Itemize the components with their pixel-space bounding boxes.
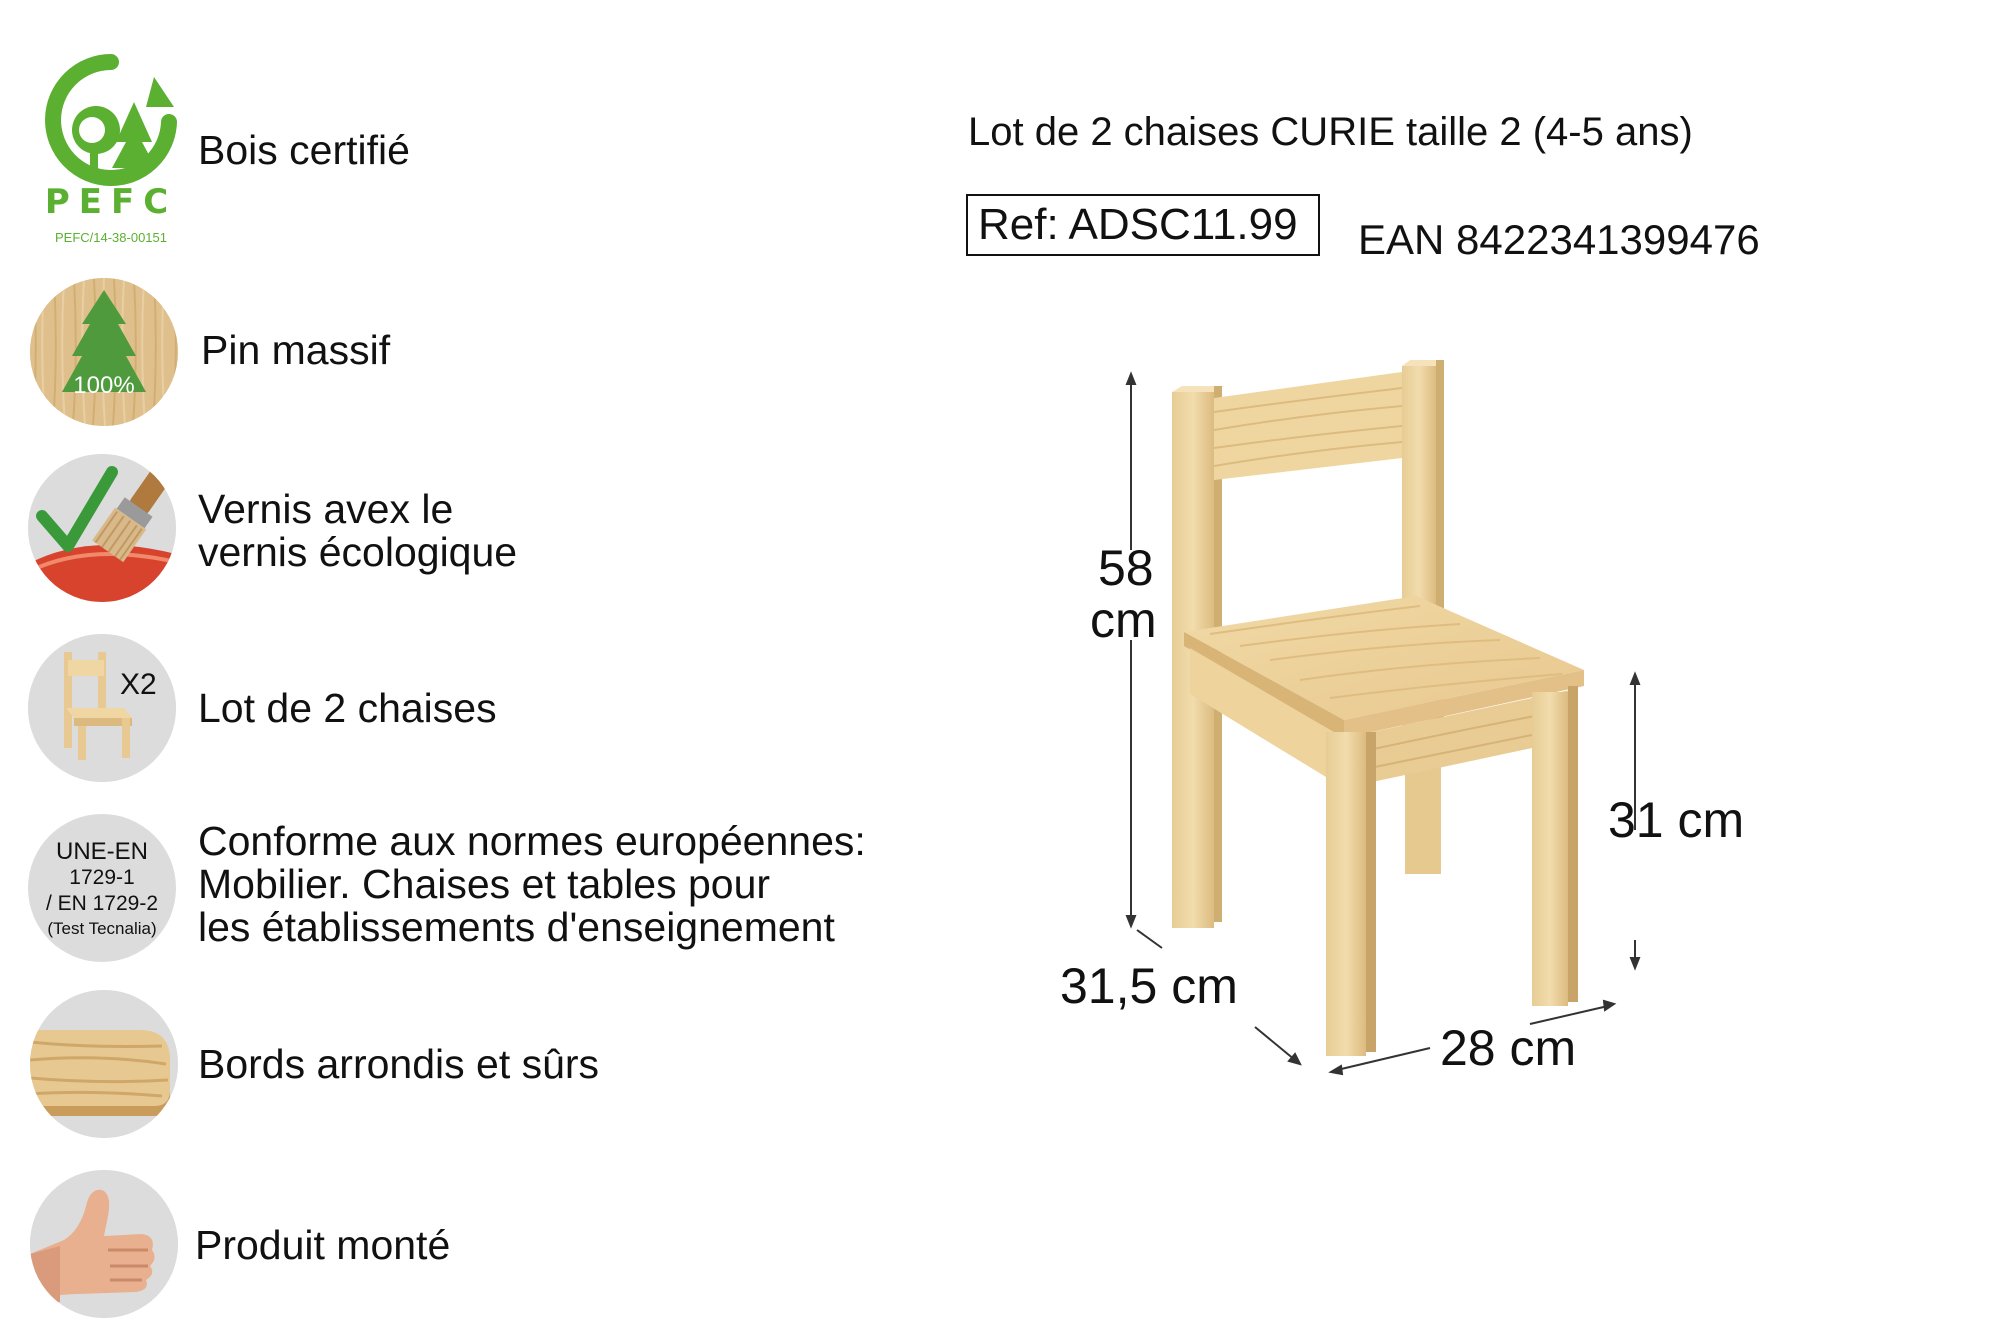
dimension-width: 28 cm — [1440, 1020, 1577, 1076]
product-title: Lot de 2 chaises CURIE taille 2 (4-5 ans) — [968, 110, 1693, 154]
dimension-height-unit: cm — [1090, 592, 1157, 648]
dimension-depth: 31,5 cm — [1060, 958, 1238, 1014]
pine-badge: 100% — [73, 372, 135, 399]
brush-check-icon — [28, 454, 176, 602]
product-ref: Ref: ADSC11.99 — [966, 194, 1320, 256]
feature-label-european-norms: Conforme aux normes européennes: Mobilier. Chaises et tables pour les établissements d'enseignement — [198, 818, 866, 950]
feature-label-solid-pine: Pin massif — [201, 327, 391, 373]
rounded-edge-icon — [30, 990, 178, 1138]
thumbs-up-icon — [30, 1170, 178, 1318]
feature-label-rounded-edges: Bords arrondis et sûrs — [198, 1041, 600, 1087]
feature-label-set-of-two: Lot de 2 chaises — [198, 685, 497, 731]
feature-label-certified-wood: Bois certifié — [198, 127, 410, 173]
feature-label-varnish: Vernis avex le vernis écologique — [198, 486, 518, 575]
product-ean: EAN 8422341399476 — [1358, 216, 1760, 263]
dimension-height-value: 58 — [1098, 540, 1154, 596]
chair-badge: X2 — [120, 668, 157, 701]
feature-label-assembled: Produit monté — [195, 1222, 451, 1268]
dimension-seat-height: 31 cm — [1608, 792, 1745, 848]
norm-badge-icon: UNE-EN 1729-1 / EN 1729-2 (Test Tecnalia) — [28, 814, 176, 962]
pefc-logo — [36, 52, 186, 252]
pefc-code: PEFC/14-38-00151 — [54, 230, 167, 245]
chair-icon — [28, 634, 176, 782]
pefc-logo-text: PEFC — [44, 182, 178, 222]
pine-tree-icon — [30, 278, 178, 426]
